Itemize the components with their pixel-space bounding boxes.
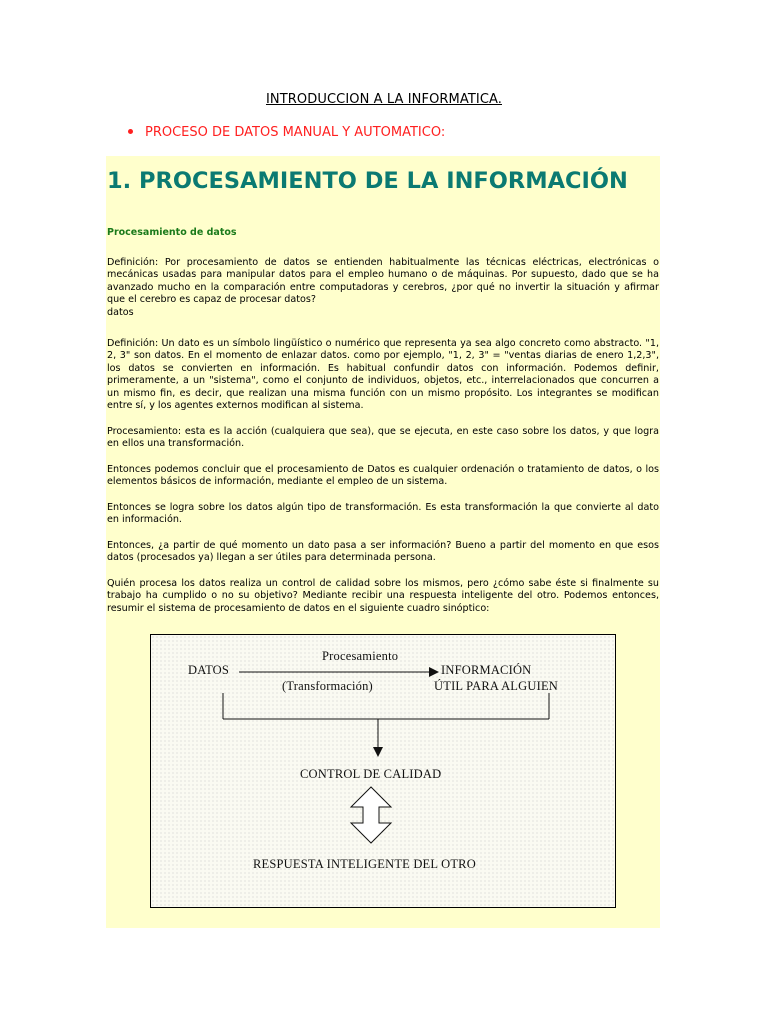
- paragraph-momento: Entonces, ¿a partir de qué momento un dato pasa a ser información? Bueno a partir del momento en que esos datos (procesados ya) llegan a ser útiles para determinada persona.: [107, 540, 659, 564]
- paragraph-conclusion: Entonces podemos concluir que el procesamiento de Datos es cualquier ordenación o tratamiento de datos, o los elementos básicos de información, mediante el empleo de un sistema.: [107, 464, 659, 488]
- synoptic-diagram: [150, 634, 616, 908]
- double-arrow-icon: [351, 787, 391, 843]
- label-datos: DATOS: [188, 663, 230, 677]
- section-heading: 1. PROCESAMIENTO DE LA INFORMACIÓN: [107, 168, 628, 194]
- content-panel: [106, 156, 660, 928]
- label-procesamiento: Procesamiento: [322, 649, 399, 663]
- label-transformacion: (Transformación): [282, 679, 373, 693]
- process-arrow-head-icon: [429, 667, 439, 677]
- label-control-de-calidad: CONTROL DE CALIDAD: [300, 767, 442, 781]
- label-util-para-alguien: ÚTIL PARA ALGUIEN: [434, 679, 559, 693]
- paragraph-transformacion: Entonces se logra sobre los datos algún tipo de transformación. Es esta transformación la que convierte al dato en información.: [107, 502, 659, 526]
- label-respuesta-inteligente: RESPUESTA INTELIGENTE DEL OTRO: [253, 857, 476, 871]
- label-informacion: INFORMACIÓN: [441, 663, 532, 677]
- section-subheading: Procesamiento de datos: [107, 227, 237, 238]
- paragraph-definicion-procesamiento: Definición: Por procesamiento de datos se entienden habitualmente las técnicas eléctricas, electrónicas o mecánicas usadas para manipular datos para el empleo humano o de máquinas. Por supuesto, dado que se ha avanzado mucho en la comparación entre computadoras y cerebros, ¿por qué no invertir la situación y afirmar que el cerebro es capaz de procesar datos?: [107, 257, 659, 306]
- bullet-item: [128, 125, 445, 140]
- paragraph-datos-label: datos: [107, 307, 134, 318]
- bullet-dot-icon: [128, 129, 133, 134]
- document-title: INTRODUCCION A LA INFORMATICA.: [265, 92, 502, 107]
- paragraph-procesamiento: Procesamiento: esta es la acción (cualquiera que sea), que se ejecuta, en este caso sobre los datos, y que logra en ellos una transformación.: [107, 426, 659, 450]
- paragraph-control-calidad: Quién procesa los datos realiza un control de calidad sobre los mismos, pero ¿cómo sabe éste si finalmente su trabajo ha cumplido o no su objetivo? Mediante recibir una respuesta inteligente del otro. Podemos entonces, resumir el sistema de procesamiento de datos en el siguiente cuadro sinóptico:: [107, 578, 659, 614]
- paragraph-definicion-dato: Definición: Un dato es un símbolo lingüístico o numérico que representa ya sea algo concreto como abstracto. "1, 2, 3" son datos. En el momento de enlazar datos. como por ejemplo, "1, 2, 3" = "ventas diarias de enero 1,2,3", los datos se convierten en información. Es habitual confundir datos con información. Podemos definir, primeramente, a un "sistema", como el conjunto de individuos, objetos, etc., interrelacionados que concurren a un mismo fin, es decir, que realizan una misma función con un mismo propósito. Los integrantes se modifican entre sí, y los agentes externos modifican al sistema.: [107, 338, 659, 412]
- down-arrow-head-icon: [373, 747, 383, 757]
- bullet-text: PROCESO DE DATOS MANUAL Y AUTOMATICO:: [145, 125, 446, 140]
